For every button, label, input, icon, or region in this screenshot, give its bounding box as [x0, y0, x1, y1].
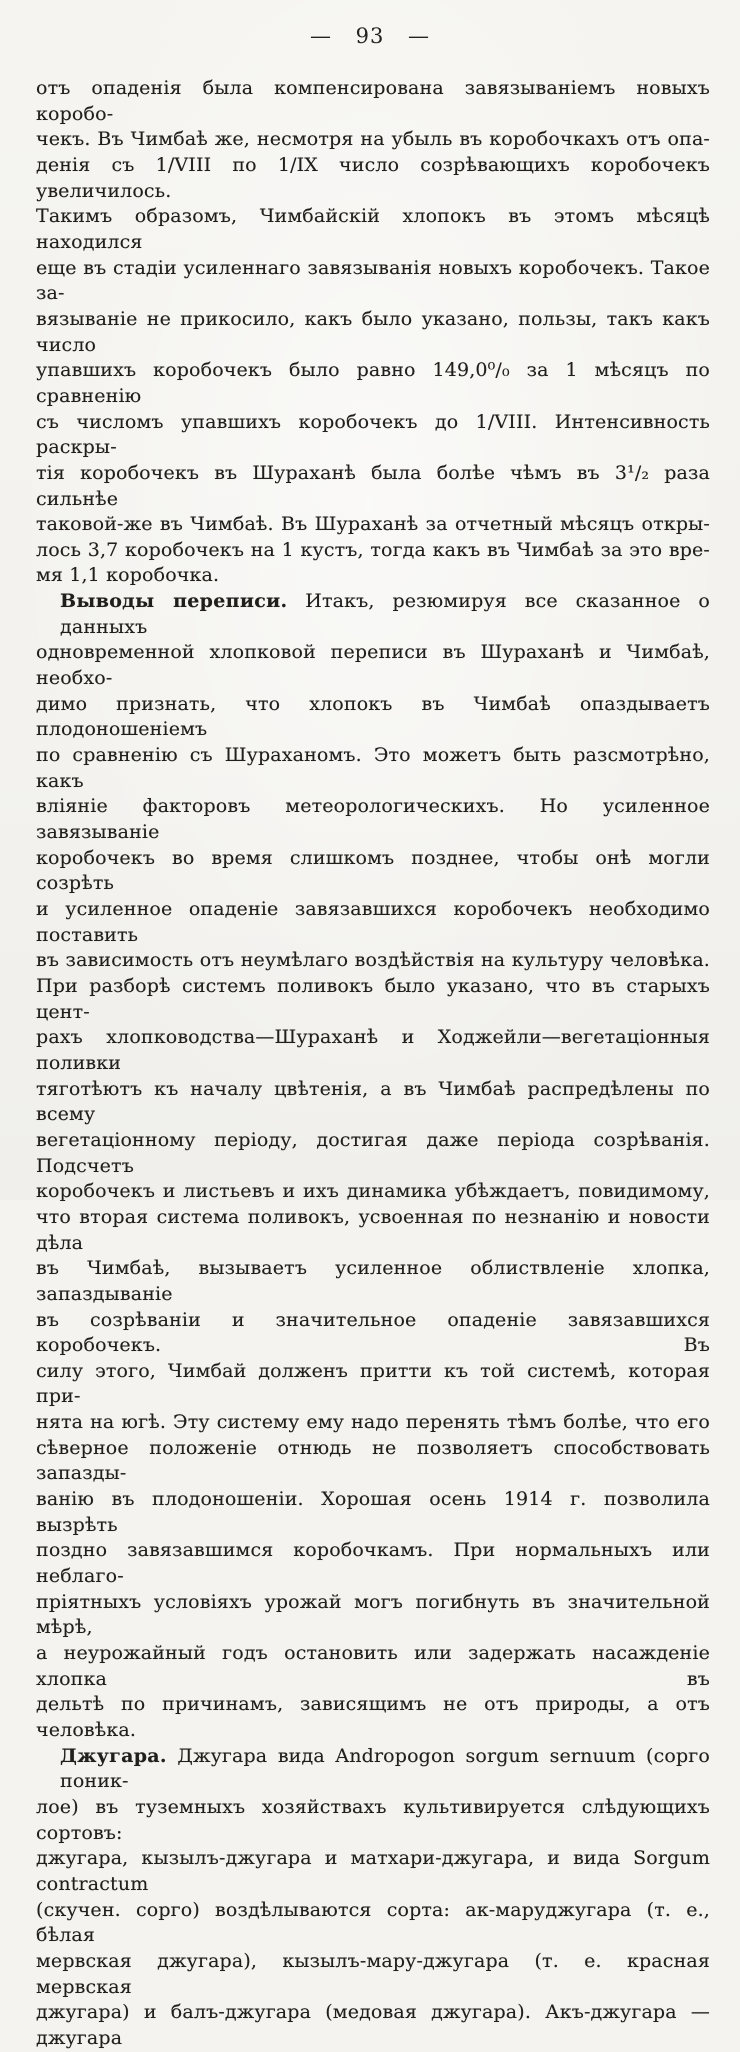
text-line: одновременной хлопковой переписи въ Шураханѣ и Чимбаѣ, необхо- — [36, 641, 710, 690]
text-line: Выводы переписи. Итакъ, резюмируя все сказанное о данныхъ — [60, 590, 710, 638]
text-line: лось 3,7 коробочекъ на 1 кустъ, тогда какъ въ Чимбаѣ за это вре- — [36, 538, 710, 561]
text-line: рахъ хлопководства—Шураханѣ и Ходжейли—вегетаціонныя поливки — [36, 1026, 710, 1074]
text-line: мя 1,1 коробочка. — [36, 564, 220, 587]
text-line: сѣверное положеніе отнюдь не позволяетъ способствовать запазды- — [36, 1436, 710, 1485]
text-line: коробочекъ во время слишкомъ позднее, чтобы онѣ могли созрѣть — [36, 846, 710, 895]
text-line: димо признать, что хлопокъ въ Чимбаѣ опаздываетъ плодоношеніемъ — [36, 692, 710, 741]
text-line: таковой-же въ Чимбаѣ. Въ Шураханѣ за отчетный мѣсяцъ откры- — [36, 513, 710, 536]
text-line: тія коробочекъ въ Шураханѣ была болѣе чѣмъ въ 3¹/₂ раза сильнѣе — [36, 461, 710, 510]
text-block — [36, 76, 710, 2052]
text-line: еще въ стадіи усиленнаго завязыванія новыхъ коробочекъ. Такое за- — [36, 256, 710, 305]
text-line: денія съ 1/VIII по 1/IX число созрѣвающихъ коробочекъ увеличилось. — [36, 153, 710, 202]
text-line: тяготѣютъ къ началу цвѣтенія, а въ Чимбаѣ распредѣлены по всему — [36, 1077, 710, 1126]
text-line: поздно завязавшимся коробочкамъ. При нормальныхъ или неблаго- — [36, 1539, 710, 1588]
text-line: При разборѣ системъ поливокъ было указано, что въ старыхъ цент- — [36, 974, 710, 1023]
text-line: мервская джугара), кызылъ-мару-джугара (т. е. красная мервская — [36, 1949, 710, 1998]
text-line: лое) въ туземныхъ хозяйствахъ культивируется слѣдующихъ сортовъ: — [36, 1795, 710, 1844]
text-line: вліяніе факторовъ метеорологическихъ. Но усиленное завязываніе — [36, 795, 710, 844]
paragraph-lead: Джугара. — [60, 1744, 167, 1767]
text-line: отъ опаденія была компенсирована завязываніемъ новыхъ коробо- — [36, 77, 710, 125]
text-line: въ Чимбаѣ, вызываетъ усиленное облиствленіе хлопка, запаздываніе — [36, 1257, 710, 1305]
paragraph-lead: Выводы переписи. — [60, 590, 288, 613]
text-line: въ зависимость отъ неумѣлаго воздѣйствія на культуру человѣка. — [36, 949, 710, 972]
paragraph — [36, 1744, 710, 2052]
text-line: силу этого, Чимбай долженъ притти къ той системѣ, которая при- — [36, 1359, 710, 1408]
text-line: пріятныхъ условіяхъ урожай могъ погибнуть въ значительной мѣрѣ, — [36, 1590, 710, 1639]
text-line: въ созрѣваніи и значительное опаденіе завязавшихся коробочекъ. Въ — [36, 1308, 710, 1357]
text-line: съ числомъ упавшихъ коробочекъ до 1/VIII. Интенсивность раскры- — [36, 410, 710, 459]
text-line: по сравненію съ Шураханомъ. Это можетъ быть разсмотрѣно, какъ — [36, 744, 710, 792]
text-line: джугара) и балъ-джугара (медовая джугара). Акъ-джугара — джугара — [36, 2001, 710, 2049]
text-line: а неурожайный годъ остановить или задержать насажденіе хлопка въ — [36, 1642, 710, 1690]
text-line: и усиленное опаденіе завязавшихся коробочекъ необходимо поставить — [36, 898, 710, 946]
text-line: ванію въ плодоношеніи. Хорошая осень 1914 г. позволила вызрѣть — [36, 1488, 710, 1536]
text-line: (скучен. сорго) воздѣлываются сорта: ак-маруджугара (т. е., бѣлая — [36, 1898, 710, 1947]
text-line: вегетаціонному періоду, достигая даже періода созрѣванія. Подсчетъ — [36, 1128, 710, 1177]
text-line: нята на югѣ. Эту систему ему надо перенять тѣмъ болѣе, что его — [36, 1411, 710, 1434]
paragraph — [36, 589, 710, 1744]
text-line: упавшихъ коробочекъ было равно 149,0⁰/₀ за 1 мѣсяцъ по сравненію — [36, 359, 710, 407]
text-line: чекъ. Въ Чимбаѣ же, несмотря на убыль въ коробочкахъ отъ опа- — [36, 128, 710, 151]
text-line: дельтѣ по причинамъ, зависящимъ не отъ природы, а отъ человѣка. — [36, 1693, 710, 1741]
text-line: коробочекъ и листьевъ и ихъ динамика убѣждаетъ, повидимому, — [36, 1180, 710, 1203]
text-line: Такимъ образомъ, Чимбайскій хлопокъ въ этомъ мѣсяцѣ находился — [36, 205, 710, 253]
page-number: — 93 — — [309, 24, 431, 48]
paragraph — [36, 76, 710, 589]
text-line: джугара, кызылъ-джугара и матхари-джугара, и вида Sorgum contractum — [36, 1847, 710, 1895]
text-line: вязываніе не прикосило, какъ было указано, пользы, такъ какъ число — [36, 307, 710, 356]
text-line: что вторая система поливокъ, усвоенная по незнанію и новости дѣла — [36, 1205, 710, 1254]
text-line: Джугара. Джугара вида Andropogon sorgum sernuum (сорго поник- — [60, 1744, 710, 1793]
